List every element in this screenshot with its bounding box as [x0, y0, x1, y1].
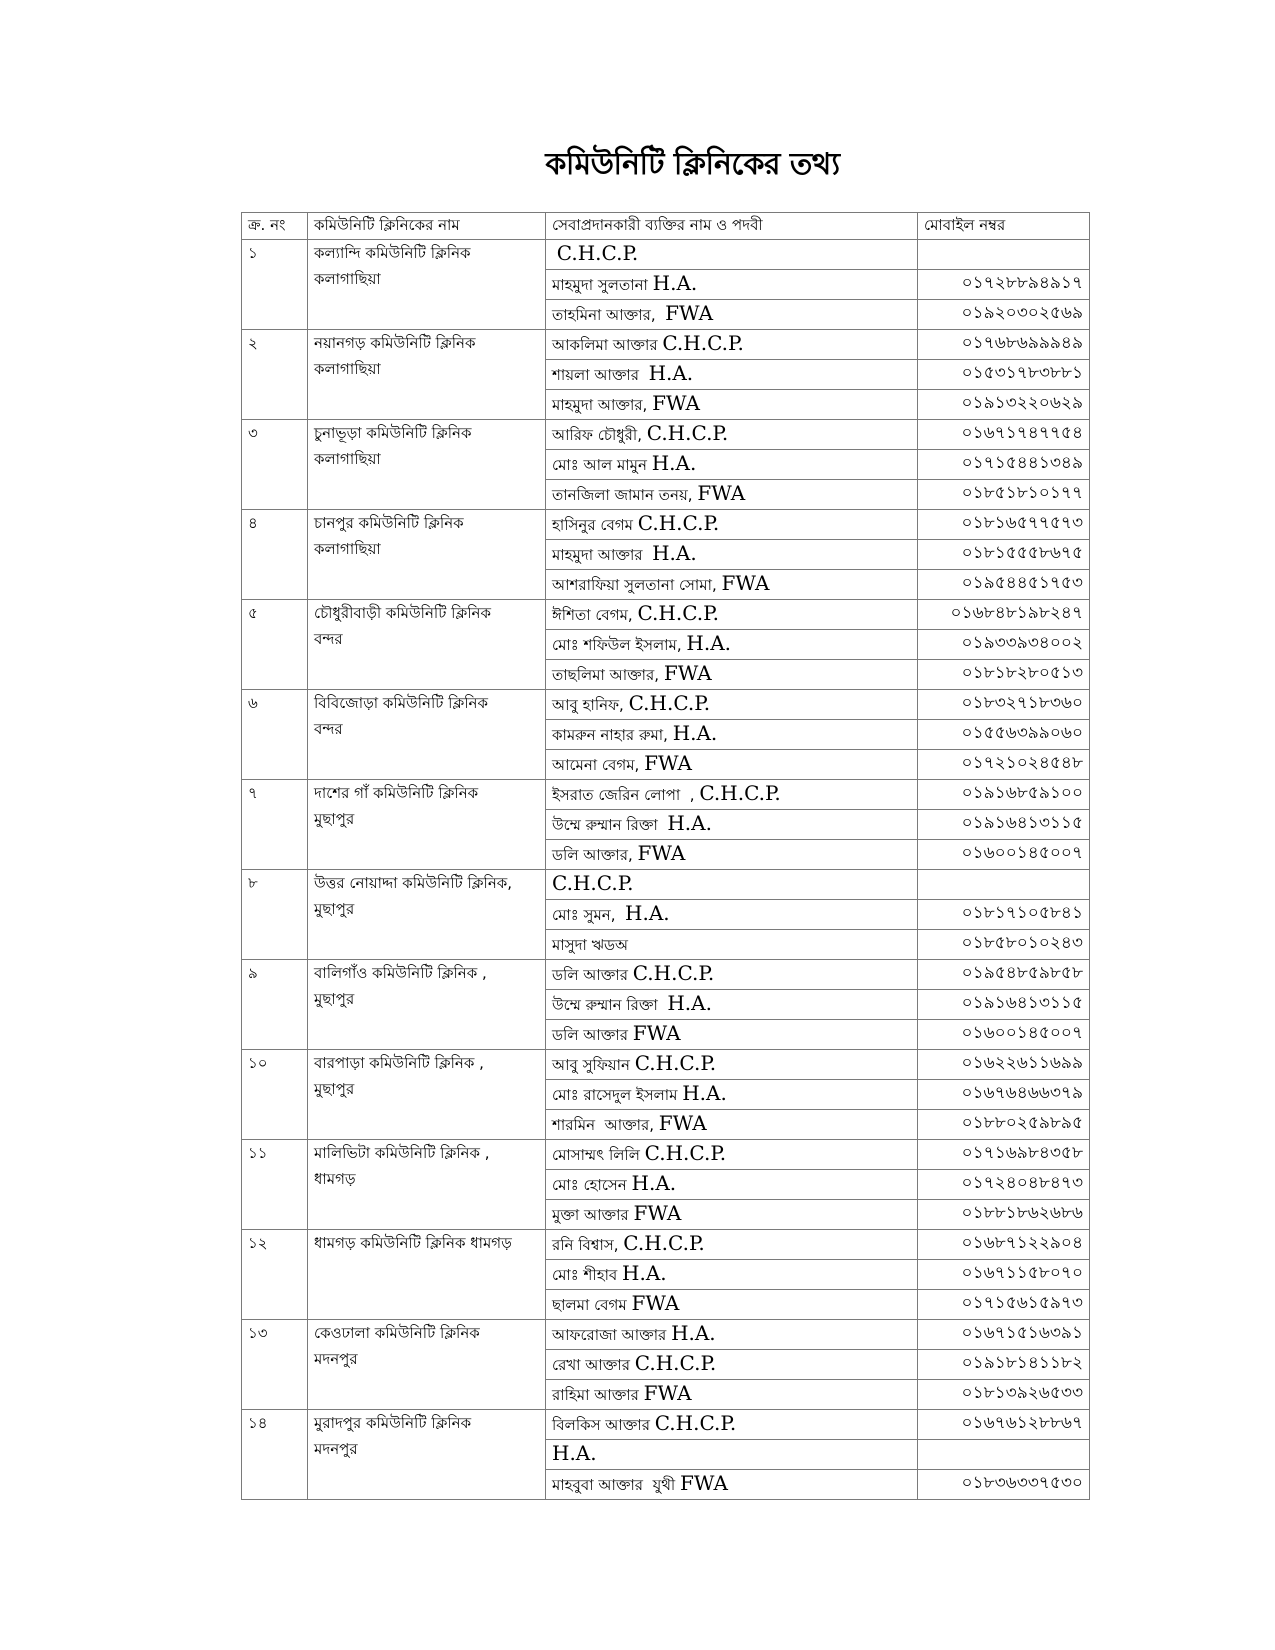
table-body	[242, 240, 1090, 1500]
mobile-number: ০১৫৩১৭৮৩৮৮১	[918, 360, 1090, 390]
staff-cell	[546, 1290, 918, 1320]
mobile-number: ০১৭১৫৪৪১৩৪৯	[918, 450, 1090, 480]
staff-name: রনি বিশ্বাস,	[552, 1236, 624, 1254]
mobile-number: ০১৭১৬৯৮৪৩৫৮	[918, 1140, 1090, 1170]
mobile-number: ০১৯১৬৮৫৯১০০	[918, 780, 1090, 810]
clinic-name: মুরাদপুর কমিউনিটি ক্লিনিক	[314, 1414, 472, 1432]
mobile-number: ০১৬৭১১৫৮০৭০	[918, 1260, 1090, 1290]
clinic-name-cell	[308, 960, 546, 1050]
clinic-area: মুছাপুর	[314, 1080, 355, 1098]
staff-cell	[546, 1110, 918, 1140]
mobile-number: ০১৯১৩২২০৬২৯	[918, 390, 1090, 420]
staff-designation: H.A.	[622, 1261, 667, 1285]
clinic-name-cell	[308, 1140, 546, 1230]
mobile-number: ০১৮১৫৫৫৮৬৭৫	[918, 540, 1090, 570]
staff-cell	[546, 930, 918, 960]
staff-cell	[546, 540, 918, 570]
staff-designation: H.A.	[682, 1081, 727, 1105]
staff-designation: C.H.C.P.	[662, 331, 744, 355]
table-header-row	[242, 213, 1090, 240]
clinic-area: কলাগাছিয়া	[314, 360, 381, 378]
staff-designation: FWA	[643, 1381, 692, 1405]
staff-name: ডলি আক্তার	[552, 966, 633, 984]
mobile-number: ০১৬৭১৫১৬৩৯১	[918, 1320, 1090, 1350]
mobile-number: ০১৬০০১৪৫০০৭	[918, 840, 1090, 870]
clinic-name: বিবিজোড়া কমিউনিটি ক্লিনিক	[314, 694, 488, 712]
staff-name: রাহিমা আক্তার	[552, 1386, 644, 1404]
staff-name: ডলি আক্তার,	[552, 846, 638, 864]
staff-name: ইসরাত জেরিন লোপা ,	[552, 786, 700, 804]
staff-cell	[546, 390, 918, 420]
staff-cell	[546, 660, 918, 690]
staff-name: তাছলিমা আক্তার,	[552, 666, 664, 684]
staff-designation: FWA	[697, 481, 746, 505]
staff-cell	[546, 1320, 918, 1350]
mobile-number: ০১৫৫৬৩৯৯০৬০	[918, 720, 1090, 750]
clinic-name: বালিগাঁও কমিউনিটি ক্লিনিক ,	[314, 964, 487, 982]
clinic-area: মদনপুর	[314, 1350, 358, 1368]
staff-designation: FWA	[658, 1111, 707, 1135]
clinic-name: চানপুর কমিউনিটি ক্লিনিক	[314, 514, 464, 532]
staff-designation: FWA	[632, 1021, 681, 1045]
mobile-number: ০১৯৩৩৯৩৪০০২	[918, 630, 1090, 660]
mobile-number: ০১৯৫৪৮৫৯৮৫৮	[918, 960, 1090, 990]
staff-designation: FWA	[652, 391, 700, 415]
staff-cell	[546, 1170, 918, 1200]
page-title: কমিউনিটি ক্লিনিকের তথ্য	[545, 147, 840, 182]
staff-designation: FWA	[665, 301, 714, 325]
staff-name: শারমিন আক্তার,	[552, 1116, 659, 1134]
staff-name: আফরোজা আক্তার	[552, 1326, 672, 1344]
clinic-name-cell	[308, 330, 546, 420]
staff-designation: C.H.C.P.	[634, 1051, 717, 1075]
clinic-area: মুছাপুর	[314, 810, 355, 828]
staff-name: মোঃ হোসেন	[552, 1176, 632, 1194]
staff-name: উম্মে রুম্মান রিক্তা	[552, 996, 668, 1014]
mobile-number: ০১৬৮৪৮১৯৮২৪৭	[918, 600, 1090, 630]
table-row	[242, 240, 1090, 270]
staff-name: মাহমুদা সুলতানা	[552, 276, 653, 294]
header-clinic-name: কমিউনিটি ক্লিনিকের নাম	[308, 213, 546, 240]
mobile-number	[918, 870, 1090, 900]
clinic-name: বারপাড়া কমিউনিটি ক্লিনিক ,	[314, 1054, 484, 1072]
staff-cell	[546, 990, 918, 1020]
staff-designation: H.A.	[672, 721, 718, 745]
mobile-number: ০১৮৩৬৩৩৭৫৩০	[918, 1470, 1090, 1500]
staff-designation: C.H.C.P.	[556, 241, 639, 265]
staff-designation: C.H.C.P.	[637, 601, 719, 625]
clinic-area: কলাগাছিয়া	[314, 540, 381, 558]
staff-name: উম্মে রুম্মান রিক্তা	[552, 816, 668, 834]
staff-designation: H.A.	[686, 631, 731, 655]
staff-cell	[546, 1050, 918, 1080]
clinic-name-cell	[308, 240, 546, 330]
staff-designation: FWA	[637, 841, 686, 865]
staff-designation: C.H.C.P.	[637, 511, 720, 535]
staff-cell	[546, 1020, 918, 1050]
staff-cell	[546, 900, 918, 930]
staff-name: আশরাফিয়া সুলতানা সোমা,	[552, 576, 722, 594]
staff-cell	[546, 600, 918, 630]
staff-designation: H.A.	[625, 901, 670, 925]
staff-name: মোসাম্মৎ লিলি	[552, 1146, 645, 1164]
mobile-number: ০১৮৩২৭১৮৩৬০	[918, 690, 1090, 720]
header-serial: ক্র. নং	[242, 213, 308, 240]
staff-designation: C.H.C.P.	[644, 1141, 727, 1165]
staff-name: মোঃ আল মামুন	[552, 456, 652, 474]
staff-cell	[546, 420, 918, 450]
table-row	[242, 1410, 1090, 1440]
serial-number: ১২	[242, 1230, 308, 1320]
staff-name: তানজিলা জামান তনয়,	[552, 486, 698, 504]
mobile-number: ০১৯১৮১৪১১৮২	[918, 1350, 1090, 1380]
staff-designation: FWA	[680, 1471, 728, 1495]
staff-cell	[546, 1380, 918, 1410]
serial-number: ১৪	[242, 1410, 308, 1500]
mobile-number: ০১৬২২৬১১৬৯৯	[918, 1050, 1090, 1080]
staff-name: মাহমুদা আক্তার	[552, 546, 653, 564]
serial-number: ১১	[242, 1140, 308, 1230]
serial-number: ৭	[242, 780, 308, 870]
staff-cell	[546, 720, 918, 750]
staff-cell	[546, 870, 918, 900]
mobile-number: ০১৮৮১৮৬২৬৮৬	[918, 1200, 1090, 1230]
clinic-area: মুছাপুর	[314, 900, 355, 918]
clinic-name: উত্তর নোয়াদ্দা কমিউনিটি ক্লিনিক,	[314, 874, 513, 892]
clinic-name-cell	[308, 420, 546, 510]
staff-name: কামরুন নাহার রুমা,	[552, 726, 673, 744]
staff-name: আমেনা বেগম,	[552, 756, 645, 774]
serial-number: ১	[242, 240, 308, 330]
clinic-area: কলাগাছিয়া	[314, 270, 381, 288]
staff-name: মোঃ শীহাব	[552, 1266, 623, 1284]
staff-cell	[546, 510, 918, 540]
staff-designation: C.H.C.P.	[628, 691, 711, 715]
serial-number: ৯	[242, 960, 308, 1050]
clinic-name-cell	[308, 1230, 546, 1320]
staff-designation: C.H.C.P.	[552, 871, 634, 895]
serial-number: ৪	[242, 510, 308, 600]
staff-name: হাসিনুর বেগম	[552, 516, 638, 534]
clinic-name: কেওঢালা কমিউনিটি ক্লিনিক	[314, 1324, 480, 1342]
clinic-area: কলাগাছিয়া	[314, 450, 381, 468]
staff-designation: FWA	[633, 1201, 682, 1225]
serial-number: ২	[242, 330, 308, 420]
header-staff: সেবাপ্রদানকারী ব্যক্তির নাম ও পদবী	[546, 213, 918, 240]
mobile-number: ০১৭২৮৮৯৪৯১৭	[918, 270, 1090, 300]
clinic-area: বন্দর	[314, 720, 343, 738]
serial-number: ১০	[242, 1050, 308, 1140]
table-row	[242, 1140, 1090, 1170]
mobile-number: ০১৮১৬৫৭৭৫৭৩	[918, 510, 1090, 540]
staff-designation: FWA	[644, 751, 692, 775]
mobile-number	[918, 240, 1090, 270]
staff-name: মুক্তা আক্তার	[552, 1206, 634, 1224]
staff-designation: C.H.C.P.	[634, 1351, 717, 1375]
staff-cell	[546, 1200, 918, 1230]
staff-cell	[546, 1140, 918, 1170]
staff-cell	[546, 840, 918, 870]
mobile-number: ০১৮৮০২৫৯৮৯৫	[918, 1110, 1090, 1140]
staff-name: আবু হানিফ,	[552, 696, 629, 714]
clinic-area: ধামগড়	[314, 1170, 356, 1188]
clinic-name-cell	[308, 780, 546, 870]
staff-designation: FWA	[631, 1291, 680, 1315]
clinic-name-cell	[308, 1320, 546, 1410]
staff-name: রেখা আক্তার	[552, 1356, 635, 1374]
staff-cell	[546, 1230, 918, 1260]
clinic-name: চুনাভূড়া কমিউনিটি ক্লিনিক	[314, 424, 472, 442]
staff-name: আকলিমা আক্তার	[552, 336, 663, 354]
staff-name: বিলকিস আক্তার	[552, 1416, 655, 1434]
staff-designation: H.A.	[631, 1171, 677, 1195]
staff-designation: H.A.	[648, 361, 694, 385]
mobile-number: ০১৯১৬৪১৩১১৫	[918, 810, 1090, 840]
mobile-number: ০১৬৭১৭৪৭৭৫৪	[918, 420, 1090, 450]
clinic-name: নয়ানগড় কমিউনিটি ক্লিনিক	[314, 334, 476, 352]
clinic-name: ধামগড় কমিউনিটি ক্লিনিক ধামগড়	[314, 1234, 512, 1252]
staff-designation: C.H.C.P.	[632, 961, 715, 985]
staff-name: মাহবুবা আক্তার যুথী	[552, 1476, 680, 1494]
mobile-number: ০১৯৫৪৪৫১৭৫৩	[918, 570, 1090, 600]
staff-designation: H.A.	[667, 991, 712, 1015]
staff-designation: H.A.	[552, 1441, 597, 1465]
mobile-number: ০১৮১৩৯২৬৫৩৩	[918, 1380, 1090, 1410]
mobile-number: ০১৭৬৮৬৯৯৯৪৯	[918, 330, 1090, 360]
staff-cell	[546, 1440, 918, 1470]
staff-designation: H.A.	[671, 1321, 716, 1345]
clinic-name-cell	[308, 510, 546, 600]
staff-designation: FWA	[663, 661, 712, 685]
staff-cell	[546, 1350, 918, 1380]
staff-cell	[546, 780, 918, 810]
table-row	[242, 600, 1090, 630]
staff-name: মোঃ সুমন,	[552, 906, 626, 924]
staff-name: তাহমিনা আক্তার,	[552, 306, 666, 324]
clinic-name-cell	[308, 1410, 546, 1500]
staff-cell	[546, 240, 918, 270]
staff-cell	[546, 480, 918, 510]
staff-designation: C.H.C.P.	[623, 1231, 705, 1255]
mobile-number: ০১৭১৫৬১৫৯৭৩	[918, 1290, 1090, 1320]
clinic-info-table	[241, 212, 1090, 1500]
table-row	[242, 420, 1090, 450]
mobile-number: ০১৭২৪০৪৮৪৭৩	[918, 1170, 1090, 1200]
clinic-name-cell	[308, 600, 546, 690]
clinic-area: বন্দর	[314, 630, 343, 648]
table-row	[242, 1050, 1090, 1080]
staff-cell	[546, 810, 918, 840]
staff-cell	[546, 1410, 918, 1440]
clinic-name-cell	[308, 1050, 546, 1140]
mobile-number: ০১৬০০১৪৫০০৭	[918, 1020, 1090, 1050]
clinic-name: কল্যান্দি কমিউনিটি ক্লিনিক	[314, 244, 471, 262]
staff-name: আরিফ চৌধুরী,	[552, 426, 647, 444]
staff-name: ঈশিতা বেগম,	[552, 606, 638, 624]
staff-designation: H.A.	[652, 271, 698, 295]
staff-designation: C.H.C.P.	[646, 421, 729, 445]
table-row	[242, 870, 1090, 900]
clinic-area: মুছাপুর	[314, 990, 355, 1008]
staff-designation: H.A.	[651, 451, 697, 475]
serial-number: ৩	[242, 420, 308, 510]
staff-cell	[546, 270, 918, 300]
staff-designation: FWA	[721, 571, 770, 595]
staff-cell	[546, 330, 918, 360]
staff-cell	[546, 960, 918, 990]
clinic-name: দাশের গাঁ কমিউনিটি ক্লিনিক	[314, 784, 479, 802]
table-row	[242, 780, 1090, 810]
staff-cell	[546, 1080, 918, 1110]
staff-cell	[546, 570, 918, 600]
staff-name: মোঃ রাসেদুল ইসলাম	[552, 1086, 683, 1104]
mobile-number: ০১৮১৭১০৫৮৪১	[918, 900, 1090, 930]
staff-name: ডলি আক্তার	[552, 1026, 633, 1044]
staff-designation: H.A.	[652, 541, 697, 565]
staff-name: মোঃ শফিউল ইসলাম,	[552, 636, 687, 654]
table-row	[242, 1320, 1090, 1350]
mobile-number: ০১৬৭৬১২৮৮৬৭	[918, 1410, 1090, 1440]
staff-cell	[546, 1470, 918, 1500]
mobile-number: ০১৯২০৩০২৫৬৯	[918, 300, 1090, 330]
staff-cell	[546, 360, 918, 390]
mobile-number	[918, 1440, 1090, 1470]
staff-name: মাহমুদা আক্তার,	[552, 396, 653, 414]
staff-cell	[546, 1260, 918, 1290]
serial-number: ১৩	[242, 1320, 308, 1410]
staff-name: ছালমা বেগম	[552, 1296, 632, 1314]
clinic-area: মদনপুর	[314, 1440, 358, 1458]
staff-cell	[546, 690, 918, 720]
staff-cell	[546, 450, 918, 480]
table-row	[242, 960, 1090, 990]
serial-number: ৮	[242, 870, 308, 960]
table-row	[242, 1230, 1090, 1260]
serial-number: ৬	[242, 690, 308, 780]
header-mobile: মোবাইল নম্বর	[918, 213, 1090, 240]
table-row	[242, 510, 1090, 540]
staff-designation: H.A.	[667, 811, 712, 835]
clinic-name-cell	[308, 870, 546, 960]
clinic-name: চৌধুরীবাড়ী কমিউনিটি ক্লিনিক	[314, 604, 491, 622]
staff-cell	[546, 630, 918, 660]
staff-cell	[546, 300, 918, 330]
staff-designation: C.H.C.P.	[699, 781, 781, 805]
table-row	[242, 690, 1090, 720]
staff-designation: C.H.C.P.	[654, 1411, 737, 1435]
mobile-number: ০১৮১৮২৮০৫১৩	[918, 660, 1090, 690]
mobile-number: ০১৮৫৮০১০২৪৩	[918, 930, 1090, 960]
staff-name: আবু সুফিয়ান	[552, 1056, 635, 1074]
mobile-number: ০১৮৫১৮১০১৭৭	[918, 480, 1090, 510]
mobile-number: ০১৬৭৬৪৬৬৩৭৯	[918, 1080, 1090, 1110]
staff-name: শায়লা আক্তার	[552, 366, 649, 384]
mobile-number: ০১৬৮৭১২২৯০৪	[918, 1230, 1090, 1260]
clinic-name-cell	[308, 690, 546, 780]
staff-name: মাসুদা ঋডঅ	[552, 936, 629, 954]
mobile-number: ০১৯১৬৪১৩১১৫	[918, 990, 1090, 1020]
clinic-name: মালিভিটা কমিউনিটি ক্লিনিক ,	[314, 1144, 490, 1162]
mobile-number: ০১৭২১০২৪৫৪৮	[918, 750, 1090, 780]
serial-number: ৫	[242, 600, 308, 690]
staff-cell	[546, 750, 918, 780]
table-row	[242, 330, 1090, 360]
